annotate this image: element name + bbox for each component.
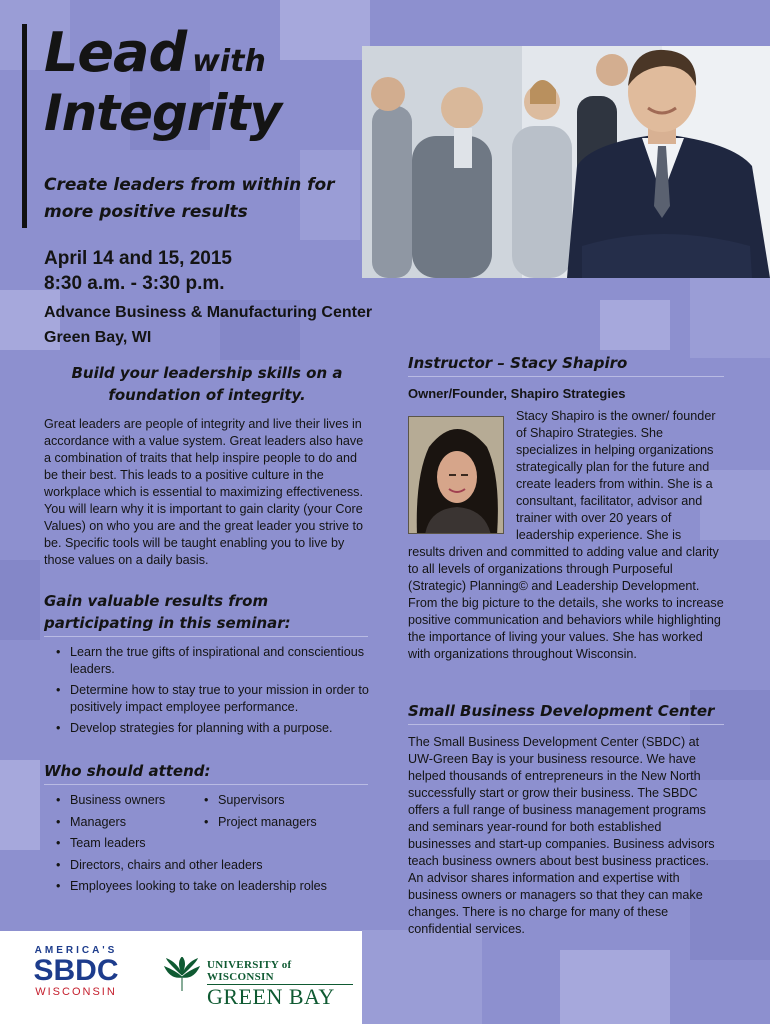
list-item: • Develop strategies for planning with a purpose. xyxy=(56,720,372,737)
sbdc-logo-bottom: WISCONSIN xyxy=(35,986,117,998)
title-accent-bar xyxy=(22,24,27,228)
instructor-bio-bottom: results driven and committed to adding value and clarity to all levels of organizations through Purposeful (Strategic) Planning© and Leadership Development. From the big picture to the details, she works to increase positive communication and behaviors while highlighting the importance of living your values. She has worked with organizations throughout Wisconsin. xyxy=(408,545,724,661)
event-details xyxy=(44,246,384,350)
business-team-photo xyxy=(362,46,770,278)
who-heading: Who should attend: xyxy=(44,760,368,785)
title-integrity: Integrity xyxy=(44,84,282,142)
business-team-illustration xyxy=(362,46,770,278)
list-item: • Managers xyxy=(56,812,356,834)
list-item: • Determine how to stay true to your mission in order to positively impact employee performance. xyxy=(56,682,372,716)
list-item: • Employees looking to take on leadership roles xyxy=(56,876,356,898)
list-item: • Project managers xyxy=(204,812,364,834)
subtitle: Create leaders from within for more positive results xyxy=(44,175,335,222)
instructor-role: Owner/Founder, Shapiro Strategies xyxy=(408,386,626,401)
event-venue: Advance Business & Manufacturing Center xyxy=(44,304,373,321)
list-item: • Learn the true gifts of inspirational and conscientious leaders. xyxy=(56,644,372,678)
instructor-portrait xyxy=(408,416,504,534)
sbdc-paragraph: The Small Business Development Center (SBDC) at UW-Green Bay is your business resource. We have helped thousands of entrepreneurs in the New North successfully start or grow their business. The SBDC offers a full range of business management programs and seminars year-round for both established businesses and start-up companies. Business advisors teach business owners about best business practices. An advisor shares information and expertise with business owners or managers so that they can make changes. There is no charge for many of these confidential services. xyxy=(408,735,715,936)
page-title xyxy=(44,21,282,142)
gain-list xyxy=(56,644,372,741)
title-lead: Lead xyxy=(44,21,187,84)
list-item: • Directors, chairs and other leaders xyxy=(56,855,356,877)
intro-paragraph: Great leaders are people of integrity and live their lives in accordance with a value system. Great leaders also have a combination of traits that help inspire people to do and be their best. This leads to a positive culture in the workplace which is essential to maximizing effectiveness. You will learn why it is important to gain clarity (your Core Values) on who you are and the great leader you strive to be. Specific tools will be taught enabling you to live by those values on a daily basis. xyxy=(44,417,364,567)
instructor-heading: Instructor – Stacy Shapiro xyxy=(408,352,724,377)
sbdc-logo xyxy=(24,945,128,998)
logo-footer xyxy=(0,931,362,1024)
phoenix-icon xyxy=(163,957,201,993)
uwgb-wordmark xyxy=(207,959,353,1009)
title-with: with xyxy=(192,44,266,79)
list-item: • Team leaders xyxy=(56,833,356,855)
list-item: • Business owners xyxy=(56,790,356,812)
sbdc-logo-main: SBDC xyxy=(33,954,119,987)
uwgb-logo xyxy=(163,957,353,1009)
uwgb-line1: UNIVERSITY of WISCONSIN xyxy=(207,959,353,985)
who-list-col2 xyxy=(204,790,364,833)
event-dates: April 14 and 15, 2015 xyxy=(44,248,232,269)
list-item: • Supervisors xyxy=(204,790,364,812)
gain-heading: Gain valuable results from participating in this seminar: xyxy=(44,590,368,637)
uwgb-line2: GREEN BAY xyxy=(207,984,335,1009)
event-city: Green Bay, WI xyxy=(44,329,152,346)
instructor-portrait-illustration xyxy=(409,417,504,534)
sbdc-logo-top: AMERICA'S xyxy=(34,945,118,956)
build-heading: Build your leadership skills on a foundation of integrity. xyxy=(71,364,343,404)
event-time: 8:30 a.m. - 3:30 p.m. xyxy=(44,273,225,294)
instructor-bio-top: Stacy Shapiro is the owner/ founder of Shapiro Strategies. She specializes in helping organizations strategically plan for the future and create leaders from within. She is a consultant, facilitator, advisor and trainer with over 20 years of leadership experience. She is xyxy=(516,409,716,542)
sbdc-heading: Small Business Development Center xyxy=(408,700,724,725)
